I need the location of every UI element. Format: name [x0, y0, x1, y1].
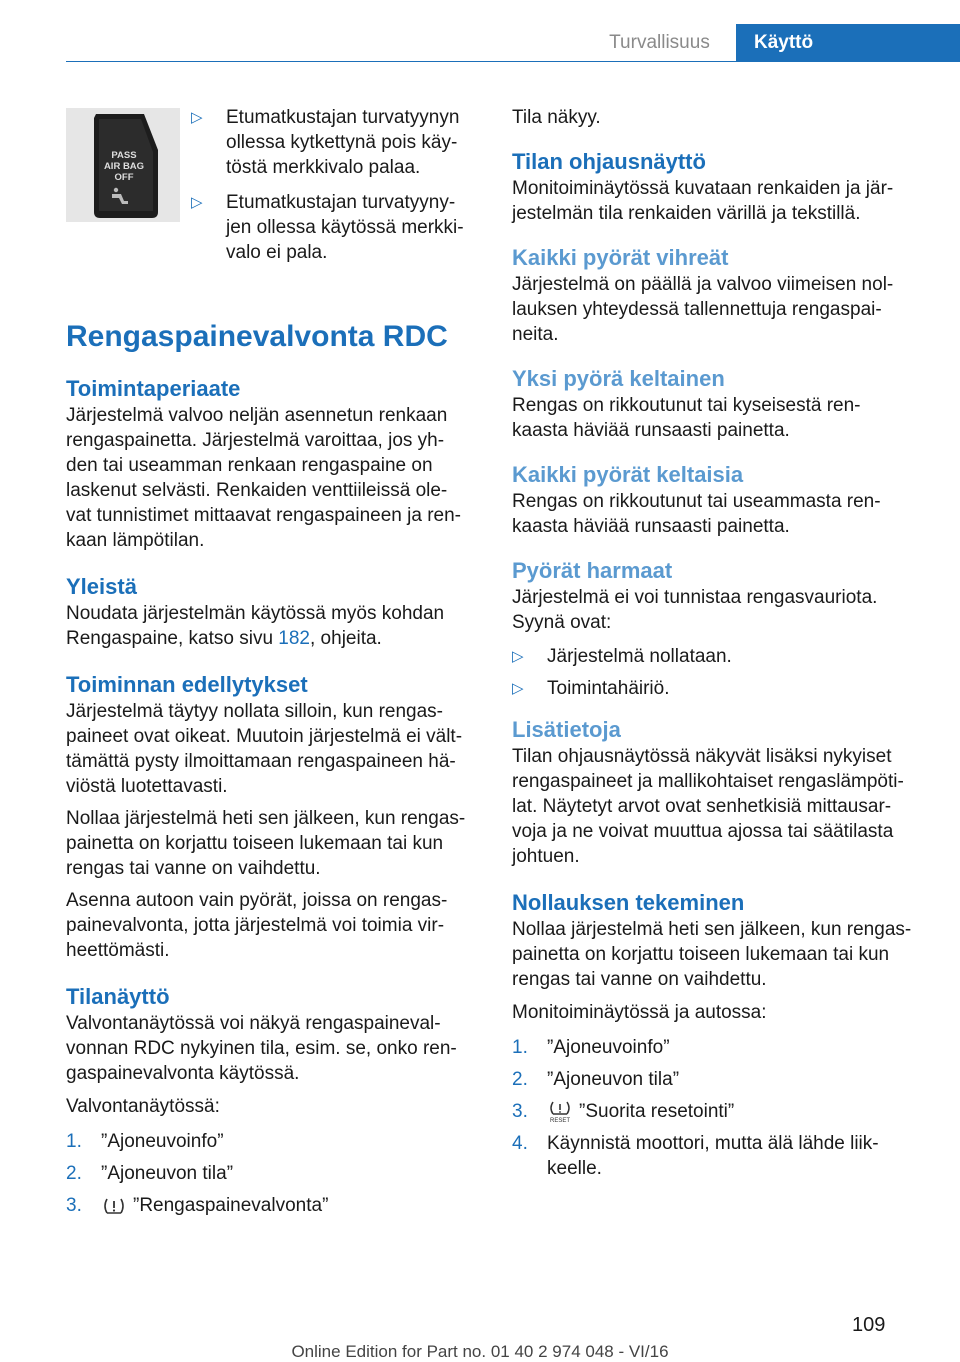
list-item: 4. Käynnistä moottori, mutta älä lähde liik- keelle. [512, 1133, 879, 1179]
airbag-airbag-text: AIR BAG [103, 161, 145, 172]
paragraph: Nollaa järjestelmä heti sen jälkeen, kun rengas- painetta on korjattu toiseen lukemaan tai kun rengas tai vanne on vaihdettu. [66, 808, 466, 879]
list-item: 3. ”Rengaspainevalvonta” [66, 1195, 329, 1216]
paragraph: Tila näkyy. [512, 107, 601, 128]
paragraph: Valvontanäytössä voi näkyä rengaspaineval- vonnan RDC nykyinen tila, esim. se, onko ren- gaspainevalvonta käytössä. [66, 1013, 457, 1084]
list-item: 1. ”Ajoneuvoinfo” [66, 1131, 224, 1152]
paragraph: Asenna autoon vain pyörät, joissa on rengas- painevalvonta, jotta järjestelmä voi toimia vir- heettömästi. [66, 890, 448, 961]
paragraph: Monitoiminäytössä ja autossa: [512, 1002, 767, 1023]
list-item: ▷ Etumatkustajan turvatyyny- jen ollessa käytössä merkki- valo ei pala. [191, 192, 464, 263]
reset-icon-text: RESET [549, 1117, 571, 1123]
section-title: Rengaspainevalvonta RDC [66, 320, 448, 353]
subsection-heading: Tilanäyttö [66, 984, 170, 1009]
paragraph: Monitoiminäytössä kuvataan renkaiden ja jär- jestelmän tila renkaiden värillä ja tekstillä. [512, 178, 894, 224]
paragraph: Nollaa järjestelmä heti sen jälkeen, kun rengas- painetta on korjattu toiseen lukemaan tai kun rengas tai vanne on vaihdettu. [512, 919, 912, 990]
subsection-heading: Yleistä [66, 574, 137, 599]
paragraph: Noudata järjestelmän käytössä myös kohdan Rengaspaine, katso sivu 182, ohjeita. [66, 603, 445, 649]
subsection-heading: Toimintaperiaate [66, 376, 241, 401]
bullet-triangle-icon: ▷ [512, 648, 524, 665]
subsection-heading: Yksi pyörä keltainen [512, 366, 725, 391]
airbag-off-text: OFF [114, 172, 134, 183]
subsection-heading: Nollauksen tekeminen [512, 890, 745, 915]
list-item: 1. ”Ajoneuvoinfo” [512, 1037, 670, 1058]
subsection-heading: Kaikki pyörät vihreät [512, 245, 729, 270]
page-header [583, 24, 960, 62]
paragraph: Valvontanäytössä: [66, 1096, 220, 1117]
list-item: ▷ Toimintahäiriö. [512, 678, 670, 699]
subsection-heading: Kaikki pyörät keltaisia [512, 462, 744, 487]
airbag-indicator-image [66, 108, 180, 222]
tab-turvallisuus[interactable]: Turvallisuus [609, 32, 710, 53]
airbag-pass-text: PASS [111, 150, 137, 161]
list-item: ▷ Etumatkustajan turvatyynyn ollessa kytkettynä pois käy- töstä merkkivalo palaa. [191, 107, 460, 178]
edition-footer: Online Edition for Part no. 01 40 2 974 048 - VI/16 [291, 1342, 669, 1361]
subsection-heading: Tilan ohjausnäyttö [512, 149, 706, 174]
subsection-heading: Pyörät harmaat [512, 558, 673, 583]
subsection-heading: Toiminnan edellytykset [66, 672, 308, 697]
tire-pressure-reset-icon [547, 1101, 573, 1123]
bullet-triangle-icon: ▷ [191, 109, 203, 126]
subsection-heading: Lisätietoja [512, 717, 621, 742]
bullet-triangle-icon: ▷ [191, 194, 203, 211]
page-number: 109 [852, 1314, 886, 1336]
list-item: 3. RESET ”Suorita resetointi” [512, 1101, 735, 1123]
tab-kaytto[interactable]: Käyttö [736, 24, 960, 62]
list-item: 2. ”Ajoneuvon tila” [66, 1163, 234, 1184]
page-link[interactable]: 182 [278, 628, 310, 649]
list-item: ▷ Järjestelmä nollataan. [512, 646, 732, 667]
bullet-triangle-icon: ▷ [512, 680, 524, 697]
list-item: 2. ”Ajoneuvon tila” [512, 1069, 680, 1090]
header-rule [66, 61, 960, 62]
tire-pressure-warning-icon [101, 1196, 127, 1216]
paragraph: Järjestelmä täytyy nollata silloin, kun rengas- paineet ovat oikeat. Muutoin järjestelmä ei vält- tämättä pysty ilmoittamaan rengaspaineen hä- viöstä luotettavasti. [66, 701, 463, 797]
paragraph: Tilan ohjausnäytössä näkyvät lisäksi nykyiset rengaspaineet ja mallikohtaiset rengaslämpöti- lat. Näytetyt arvot ovat senhetkisiä mittausar- voja ja ne voivat muuttua ajossa tai säätilasta johtuen. [512, 746, 904, 867]
paragraph: Rengas on rikkoutunut tai useammasta ren- kaasta häviää runsaasti painetta. [512, 491, 881, 537]
paragraph: Rengas on rikkoutunut tai kyseisestä ren- kaasta häviää runsaasti painetta. [512, 395, 861, 441]
paragraph: Järjestelmä on päällä ja valvoo viimeisen nol- lauksen yhteydessä tallennettuja rengaspai- neita. [512, 274, 894, 345]
paragraph: Järjestelmä valvoo neljän asennetun renkaan rengaspainetta. Järjestelmä varoittaa, jos yh- den tai useamman renkaan rengaspaine on laskenut selvästi. Renkaiden venttiileissä ole- vat tunnistimet mittaavat rengaspaineen ja ren- kaan lämpötilan. [66, 405, 461, 551]
paragraph: Järjestelmä ei voi tunnistaa rengasvauriota. Syynä ovat: [512, 587, 878, 633]
